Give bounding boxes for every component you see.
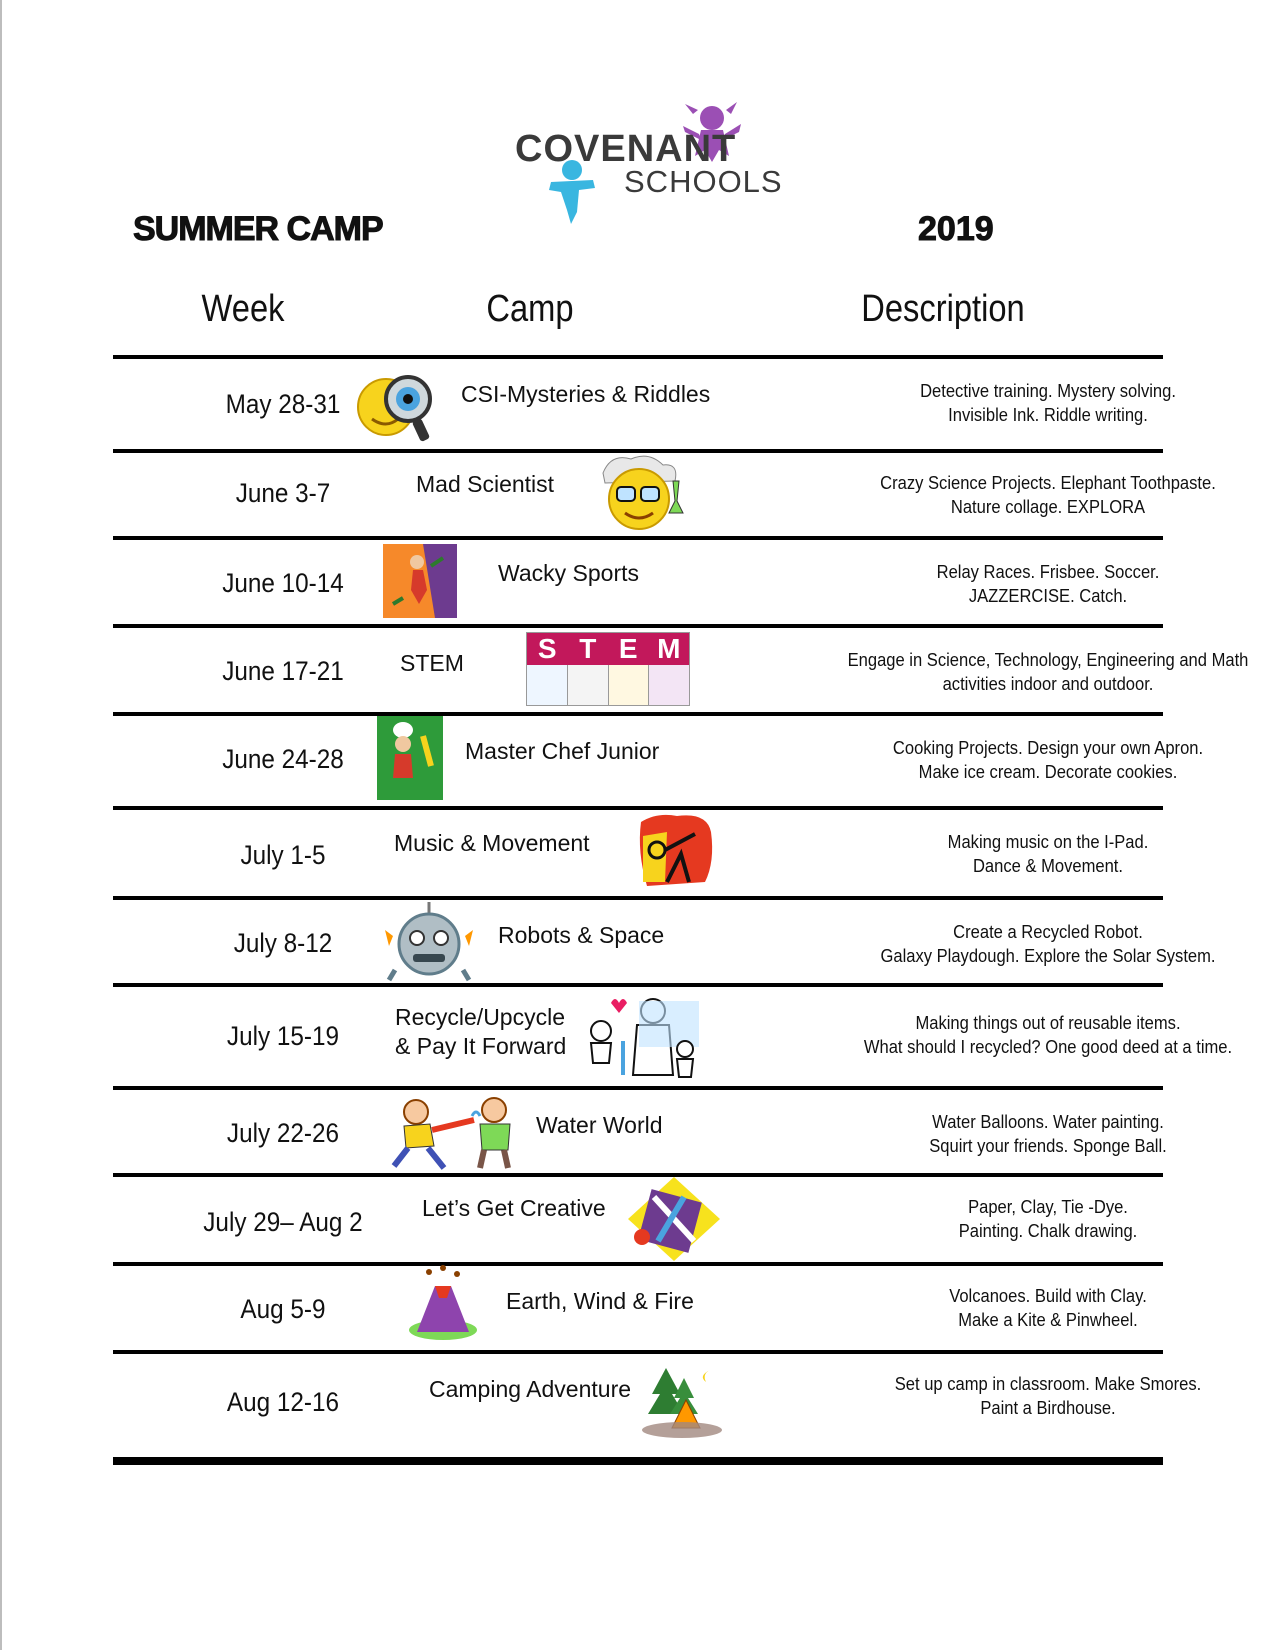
description-line: Crazy Science Projects. Elephant Toothpaste. [880,473,1216,493]
description-line: Dance & Movement. [972,856,1124,876]
logo-text-covenant: COVENANT [515,128,737,170]
art-supplies-icon [628,1177,720,1261]
week-cell: June 3-7 [235,478,331,508]
camp-description [744,379,1275,427]
stem-banner-icon [526,632,690,706]
camp-name: Master Chef Junior [465,738,660,764]
stem-letter: S [537,633,557,664]
camp-name: Mad Scientist [416,471,555,497]
description-line: Making things out of reusable items. [915,1013,1181,1033]
table-row [113,1177,1163,1262]
description-line: Make a Kite & Pinwheel. [958,1310,1138,1330]
week-cell: July 1-5 [240,840,326,870]
table-row [113,359,1176,449]
description-line: Invisible Ink. Riddle writing. [948,405,1148,425]
camp-name [395,1003,566,1061]
camp-description [744,648,1275,696]
week-cell: July 29– Aug 2 [203,1207,363,1237]
kids-water-icon [376,1090,526,1174]
table-row [113,716,1204,806]
camp-name: Water World [536,1112,663,1138]
week-cell: May 28-31 [225,389,341,419]
camp-name-line: & Pay It Forward [395,1033,567,1059]
camp-description [744,1011,1275,1059]
description-line: activities indoor and outdoor. [942,674,1154,694]
description-line: Engage in Science, Technology, Engineering and Math [847,650,1249,670]
year-label: 2019 [918,210,994,248]
stem-letter: M [657,633,681,664]
camp-description [744,471,1275,519]
description-line: Galaxy Playdough. Explore the Solar System. [880,946,1216,966]
camp-description [744,1372,1275,1420]
description-line: Detective training. Mystery solving. [920,381,1176,401]
column-header-camp: Camp [486,288,574,330]
volcano-icon [407,1264,479,1344]
camp-description [744,736,1275,784]
description-line: What should I recycled? One good deed at a time. [863,1037,1233,1057]
description-line: Water Balloons. Water painting. [932,1112,1164,1132]
description-line: Paint a Birdhouse. [980,1398,1116,1418]
robot-icon [381,900,477,984]
covenant-schools-logo [515,100,783,240]
column-header-description: Description [861,288,1025,330]
table-row [113,1354,1202,1457]
camp-description [744,1110,1275,1158]
description-line: Squirt your friends. Sponge Ball. [929,1136,1167,1156]
table-row [113,900,1216,983]
table-row [113,628,1249,712]
camp-description [744,920,1275,968]
table-row [113,810,1163,896]
magnifier-smiley-icon [356,371,446,451]
description-line: Make ice cream. Decorate cookies. [918,762,1178,782]
description-line: Volcanoes. Build with Clay. [949,1286,1147,1306]
week-cell: Aug 12-16 [226,1387,340,1417]
campsite-icon [640,1364,724,1440]
description-line: Set up camp in classroom. Make Smores. [894,1374,1202,1394]
camp-name: Let’s Get Creative [422,1195,606,1221]
description-line: Nature collage. EXPLORA [950,497,1146,517]
music-icon [637,812,715,888]
description-line: Paper, Clay, Tie -Dye. [968,1197,1128,1217]
camp-name: Music & Movement [394,830,590,856]
family-icon [581,991,705,1079]
table-bottom-rule [113,1457,1163,1465]
week-cell: July 22-26 [226,1118,340,1148]
camp-name: Wacky Sports [498,560,640,586]
logo-text-schools: SCHOOLS [624,164,783,199]
table-row [113,987,1233,1086]
chef-icon [377,716,443,800]
description-line: Relay Races. Frisbee. Soccer. [936,562,1160,582]
table-row [113,1090,1167,1173]
camp-name: Camping Adventure [429,1376,632,1402]
stem-letter: T [579,633,597,664]
description-line: Making music on the I-Pad. [947,832,1149,852]
camp-description [744,560,1275,608]
stem-letter: E [618,633,638,664]
description-line: JAZZERCISE. Catch. [968,586,1128,606]
camp-name: Earth, Wind & Fire [506,1288,694,1314]
week-cell: June 24-28 [222,744,344,774]
description-line: Painting. Chalk drawing. [958,1221,1138,1241]
week-cell: Aug 5-9 [240,1294,326,1324]
page-title: SUMMER CAMP [133,210,383,248]
column-header-week: Week [201,288,285,330]
table-row [113,453,1216,536]
week-cell: June 17-21 [222,656,344,686]
camp-name: STEM [400,650,464,676]
camp-name: CSI-Mysteries & Riddles [461,381,711,407]
page-edge [0,0,2,1650]
description-line: Cooking Projects. Design your own Apron. [892,738,1204,758]
camp-description [744,1195,1275,1243]
week-cell: July 8-12 [233,928,333,958]
mad-scientist-icon [591,451,691,535]
camp-description [744,830,1275,878]
camp-description [744,1284,1275,1332]
week-cell: July 15-19 [226,1021,340,1051]
week-cell: June 10-14 [222,568,344,598]
camp-name: Robots & Space [498,922,665,948]
camp-name-line: Recycle/Upcycle [395,1004,565,1030]
table-row [113,1266,1163,1350]
table-row [113,540,1163,624]
climber-icon [383,544,457,618]
description-line: Create a Recycled Robot. [953,922,1143,942]
